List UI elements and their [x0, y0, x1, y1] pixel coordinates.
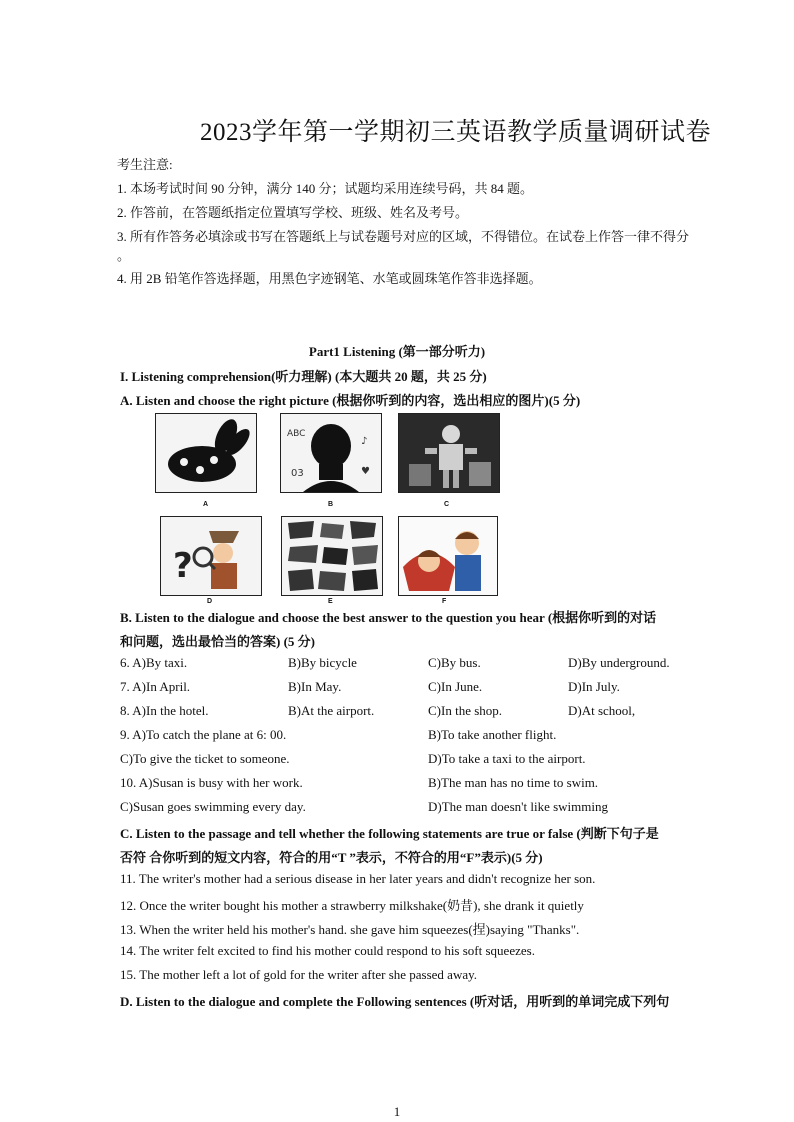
picture-label-b: B — [328, 501, 334, 508]
picture-d — [160, 516, 262, 596]
svg-text:♥: ♥ — [361, 466, 370, 477]
picture-b — [280, 413, 382, 493]
picture-label-f: F — [442, 598, 447, 605]
section-d-heading: D. Listen to the dialogue and complete the Following sentences (听对话，用听到的单词完成下列句 — [120, 994, 670, 1009]
q10-option-d: D)The man doesn't like swimming — [428, 799, 608, 814]
svg-text:03: 03 — [291, 468, 304, 479]
q9-option-c: C)To give the ticket to someone. — [120, 751, 290, 766]
q6-option-c: C)By bus. — [428, 655, 481, 670]
statement-11: 11. The writer's mother had a serious disease in her later years and didn't recognize her son. — [120, 871, 596, 886]
statement-14: 14. The writer felt excited to find his mother could respond to his soft squeezes. — [120, 943, 535, 958]
q9-option-d: D)To take a taxi to the airport. — [428, 751, 586, 766]
exam-title: 2023学年第一学期初三英语教学质量调研试卷 — [200, 119, 712, 146]
picture-label-d: D — [207, 598, 213, 605]
notes-item: 1. 本场考试时间 90 分钟，满分 140 分；试题均采用连续号码，共 84 题。 — [117, 181, 534, 196]
section-c-heading: C. Listen to the passage and tell whether the following statements are true or false (判断下句子是 — [120, 826, 659, 841]
statement-12: 12. Once the writer bought his mother a strawberry milkshake(奶昔), she drank it quietly — [120, 898, 584, 913]
q10-option-b: B)The man has no time to swim. — [428, 775, 599, 790]
notes-item: 。 — [117, 248, 131, 263]
q8-option-c: C)In the shop. — [428, 703, 503, 718]
q7-option-b: B)In May. — [288, 679, 342, 694]
q10-option-a: 10. A)Susan is busy with her work. — [120, 775, 303, 790]
svg-text:♪: ♪ — [361, 436, 368, 447]
section-a-heading: A. Listen and choose the right picture (根据你听到的内容，选出相应的图片)(5 分) — [120, 393, 581, 408]
q6-option-a: 6. A)By taxi. — [120, 655, 188, 670]
statement-15: 15. The mother left a lot of gold for the writer after she passed away. — [120, 967, 478, 982]
part1-heading: Part1 Listening (第一部分听力) — [308, 344, 486, 359]
notes-heading: 考生注意: — [117, 157, 173, 172]
q8-option-b: B)At the airport. — [288, 703, 375, 718]
picture-label-e: E — [328, 598, 333, 605]
notes-item: 4. 用 2B 铅笔作答选择题，用黑色字迹钢笔、水笔或圆珠笔作答非选择题。 — [117, 271, 542, 286]
exam-notes — [117, 153, 689, 291]
picture-f — [398, 516, 498, 596]
notes-item: 3. 所有作答务必填涂或书写在答题纸上与试卷题号对应的区域，不得错位。在试卷上作答一律不得分 — [117, 229, 690, 244]
boy-girl-icon — [399, 517, 497, 595]
head-silhouette-icon — [281, 414, 381, 492]
statement-13: 13. When the writer held his mother's hand. she gave him squeezes(捏)saying "Thanks". — [120, 922, 580, 937]
picture-label-c: C — [444, 501, 450, 508]
section-b-heading-cont: 和问题，选出最恰当的答案) (5 分) — [120, 634, 315, 649]
section-i-heading: I. Listening comprehension(听力理解) (本大题共 20 题，共 25 分) — [120, 369, 487, 384]
picture-a — [155, 413, 257, 493]
section-b-heading: B. Listen to the dialogue and choose the best answer to the question you hear (根据你听到的对话 — [120, 610, 657, 625]
q6-option-b: B)By bicycle — [288, 655, 357, 670]
q7-option-c: C)In June. — [428, 679, 483, 694]
svg-text:?: ? — [173, 546, 193, 586]
picture-c — [398, 413, 500, 493]
section-c-heading-cont: 否符 合你听到的短文内容，符合的用“T ”表示，不符合的用“F”表示)(5 分) — [120, 850, 543, 865]
picture-label-a: A — [203, 501, 209, 508]
picture-e — [281, 516, 383, 596]
robot-photo-icon — [399, 414, 499, 492]
q8-option-a: 8. A)In the hotel. — [120, 703, 209, 718]
notes-item: 2. 作答前，在答题纸指定位置填写学校、班级、姓名及考号。 — [117, 205, 469, 220]
svg-text:ABC: ABC — [287, 429, 306, 439]
q8-option-d: D)At school, — [568, 703, 636, 718]
q6-option-d: D)By underground. — [568, 655, 670, 670]
q7-option-d: D)In July. — [568, 679, 620, 694]
q9-option-a: 9. A)To catch the plane at 6: 00. — [120, 727, 287, 742]
q10-option-c: C)Susan goes swimming every day. — [120, 799, 306, 814]
page-number: 1 — [393, 1104, 401, 1119]
q7-option-a: 7. A)In April. — [120, 679, 191, 694]
detective-icon — [161, 517, 261, 595]
q9-option-b: B)To take another flight. — [428, 727, 557, 742]
rabbit-silhouette-icon — [156, 414, 256, 492]
comic-words-icon — [282, 517, 382, 595]
